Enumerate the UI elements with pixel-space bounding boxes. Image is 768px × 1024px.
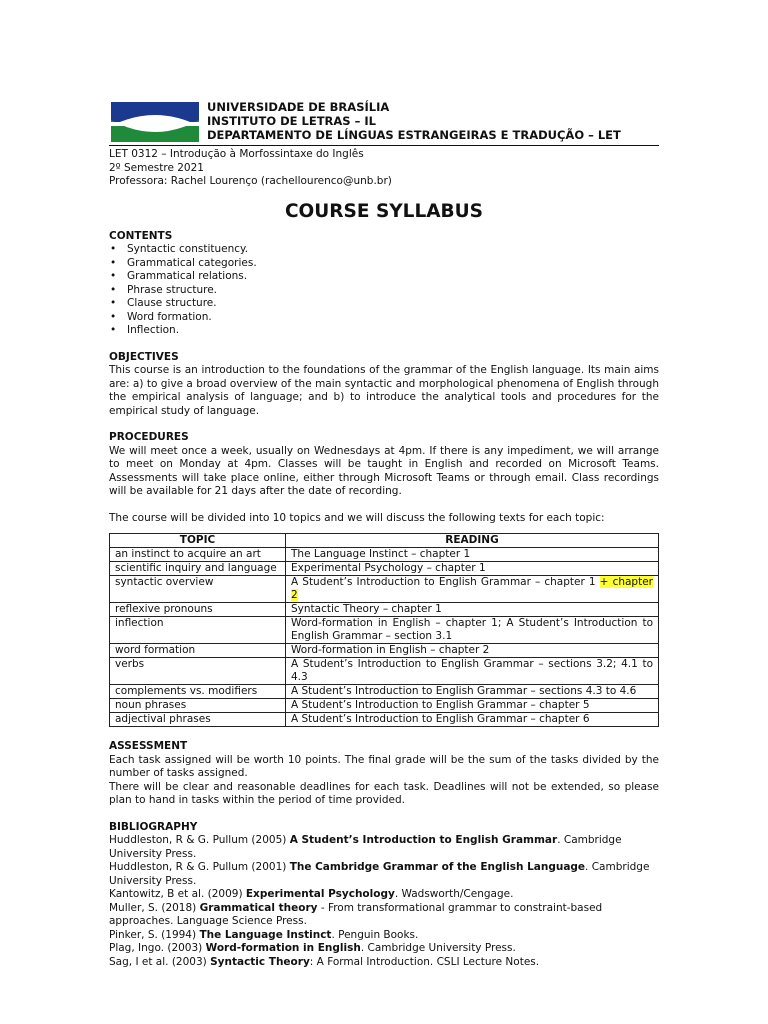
table-row — [110, 713, 659, 727]
reading-cell — [286, 603, 659, 617]
list-item: • Clause structure. — [109, 297, 659, 311]
reading-table — [109, 533, 659, 727]
list-item: • Grammatical categories. — [109, 257, 659, 271]
objectives-text: This course is an introduction to the foundations of the grammar of the English language. Its main aims are: a) to give a broad overview of the main syntactic and morphological phenomena of English through the empirical analysis of language; and b) to introduce the analytical tools and procedures for the empirical study of language. — [109, 364, 659, 417]
list-item: • Phrase structure. — [109, 284, 659, 298]
entry-author: Pinker, S. (1994) — [109, 928, 200, 941]
procedures-heading: PROCEDURES — [109, 431, 189, 443]
reading-text: Syntactic Theory – chapter 1 — [291, 603, 442, 615]
topic-cell: verbs — [110, 658, 286, 685]
list-item: • Grammatical relations. — [109, 270, 659, 284]
table-row — [110, 576, 659, 603]
page-title: COURSE SYLLABUS — [284, 200, 484, 222]
topic-cell: complements vs. modifiers — [110, 685, 286, 699]
bibliography-entry — [109, 942, 659, 956]
entry-title: The Language Instinct — [199, 928, 332, 941]
topic-cell: scientific inquiry and language — [110, 562, 286, 576]
entry-publisher: . Penguin Books. — [331, 928, 419, 941]
topic-column-header: TOPIC — [110, 534, 286, 548]
unb-logo-icon — [109, 100, 201, 144]
course-professor: Professora: Rachel Lourenço (rachellourenco@unb.br) — [109, 175, 392, 187]
topic-cell: inflection — [110, 617, 286, 644]
reading-text: A Student’s Introduction to English Grammar – chapter 1 — [291, 576, 600, 588]
topic-cell: syntactic overview — [110, 576, 286, 603]
list-item: • Word formation. — [109, 311, 659, 325]
entry-title: A Student’s Introduction to English Grammar — [289, 834, 558, 846]
institute-name: INSTITUTO DE LETRAS – IL — [207, 114, 376, 128]
entry-publisher: - From transformational grammar to constraint-based approaches. Language Science Press. — [109, 901, 603, 927]
reading-cell — [286, 562, 659, 576]
bibliography-entry — [109, 956, 659, 970]
entry-title: Experimental Psychology — [245, 888, 395, 900]
table-row — [110, 617, 659, 644]
reading-cell — [286, 699, 659, 713]
table-body — [110, 548, 659, 727]
department-name: DEPARTAMENTO DE LÍNGUAS ESTRANGEIRAS E TRADUÇÃO – LET — [207, 128, 621, 142]
entry-publisher: . Cambridge University Press. — [109, 861, 650, 887]
table-row — [110, 658, 659, 685]
topic-cell: adjectival phrases — [110, 713, 286, 727]
objectives-heading: OBJECTIVES — [109, 350, 179, 363]
entry-publisher: . Wadsworth/Cengage. — [394, 888, 514, 900]
procedures-text: We will meet once a week, usually on Wednesdays at 4pm. If there is any impediment, we will arrange to meet on Monday at 4pm. Classes will be taught in English and recorded on Microsoft Teams. Assessments will take place online, either through Microsoft Teams or through email. Class recordings will be available for 21 days after the date of recording. — [109, 444, 659, 497]
reading-cell — [286, 713, 659, 727]
reading-cell — [286, 685, 659, 699]
table-row — [110, 562, 659, 576]
reading-cell — [286, 548, 659, 562]
topic-cell: an instinct to acquire an art — [110, 548, 286, 562]
table-row — [110, 685, 659, 699]
table-header-row — [110, 534, 659, 548]
course-code-title: LET 0312 – Introdução à Morfossintaxe do Inglês — [109, 148, 364, 160]
procedures-intro: The course will be divided into 10 topics and we will discuss the following texts for each topic: — [109, 511, 605, 524]
entry-author: Sag, I et al. (2003) — [109, 955, 211, 968]
bibliography-list — [109, 834, 659, 969]
list-item: • Syntactic constituency. — [109, 243, 659, 257]
contents-list — [109, 243, 659, 338]
university-name: UNIVERSIDADE DE BRASÍLIA — [207, 100, 390, 114]
institution-block — [207, 100, 621, 142]
entry-title: The Cambridge Grammar of the English Language — [289, 861, 586, 873]
entry-title: Grammatical theory — [199, 901, 318, 914]
bibliography-entry — [109, 902, 659, 929]
reading-cell — [286, 658, 659, 685]
topic-cell: noun phrases — [110, 699, 286, 713]
topic-cell: word formation — [110, 644, 286, 658]
syllabus-page — [109, 100, 659, 969]
entry-author: Kantowitz, B et al. (2009) — [109, 888, 246, 900]
document-header — [109, 100, 659, 146]
reading-text: Experimental Psychology – chapter 1 — [291, 562, 486, 574]
table-row — [110, 548, 659, 562]
course-semester: 2º Semestre 2021 — [109, 161, 204, 174]
reading-text: A Student’s Introduction to English Grammar – sections 3.2; 4.1 to 4.3 — [291, 658, 653, 683]
entry-publisher: . Cambridge University Press. — [109, 834, 622, 860]
reading-column-header: READING — [286, 534, 659, 548]
contents-heading: CONTENTS — [109, 229, 173, 242]
bibliography-entry — [109, 888, 659, 902]
table-row — [110, 699, 659, 713]
bibliography-heading: BIBLIOGRAPHY — [109, 820, 198, 833]
bibliography-entry — [109, 929, 659, 943]
entry-author: Huddleston, R & G. Pullum (2005) — [109, 834, 290, 846]
entry-author: Plag, Ingo. (2003) — [109, 942, 206, 954]
assessment-heading: ASSESSMENT — [109, 740, 188, 752]
entry-title: Syntactic Theory — [210, 955, 310, 968]
reading-cell — [286, 644, 659, 658]
reading-text: Word-formation in English – chapter 2 — [291, 644, 490, 656]
reading-text: A Student’s Introduction to English Grammar – sections 4.3 to 4.6 — [291, 685, 637, 697]
table-row — [110, 644, 659, 658]
entry-publisher: . Cambridge University Press. — [360, 942, 516, 954]
bibliography-entry — [109, 834, 659, 861]
reading-cell — [286, 617, 659, 644]
reading-text: Word-formation in English – chapter 1; A Student’s Introduction to English Grammar – section 3.1 — [291, 617, 653, 642]
entry-title: Word-formation in English — [205, 942, 361, 954]
course-info — [109, 148, 659, 189]
table-row — [110, 603, 659, 617]
topic-cell: reflexive pronouns — [110, 603, 286, 617]
assessment-text-1: Each task assigned will be worth 10 points. The final grade will be the sum of the tasks divided by the number of tasks assigned. — [109, 753, 659, 779]
highlighted-text: + chapter 2 — [291, 576, 653, 601]
list-item: • Inflection. — [109, 324, 659, 338]
bibliography-entry — [109, 861, 659, 888]
reading-text: The Language Instinct – chapter 1 — [291, 548, 471, 560]
reading-text: A Student’s Introduction to English Grammar – chapter 5 — [291, 699, 590, 711]
entry-publisher: : A Formal Introduction. CSLI Lecture Notes. — [309, 955, 540, 968]
assessment-text-2: There will be clear and reasonable deadlines for each task. Deadlines will not be extended, so please plan to hand in tasks within the period of time provided. — [109, 780, 659, 806]
reading-cell — [286, 576, 659, 603]
entry-author: Muller, S. (2018) — [109, 901, 200, 914]
reading-text: A Student’s Introduction to English Grammar – chapter 6 — [291, 713, 590, 725]
entry-author: Huddleston, R & G. Pullum (2001) — [109, 861, 290, 873]
